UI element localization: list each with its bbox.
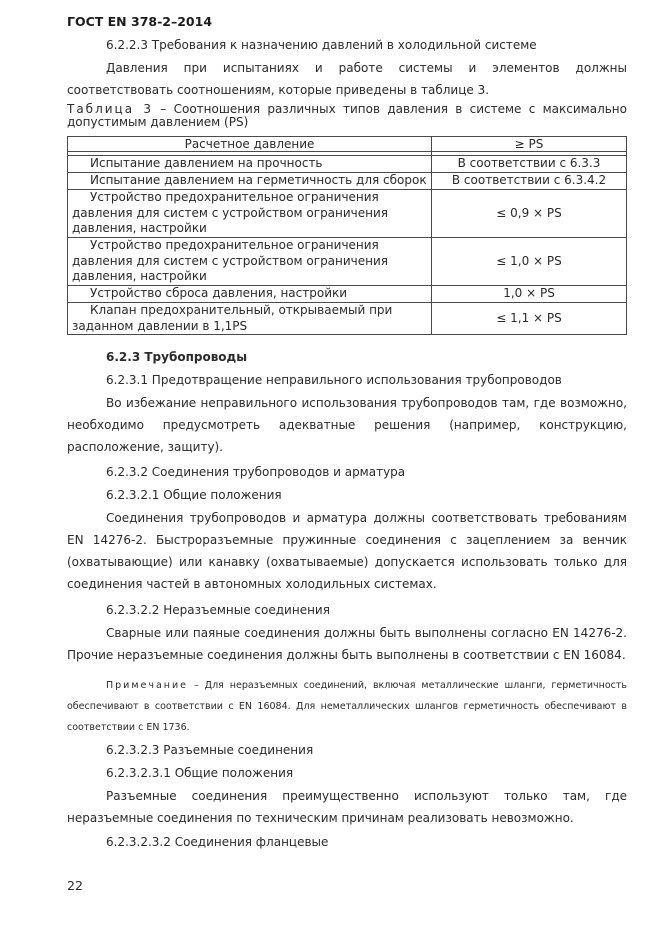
table-cell-name: Испытание давлением на прочность (68, 156, 432, 173)
table-cell-value: ≤ 1,1 × PS (432, 303, 627, 335)
table-row (68, 286, 627, 303)
table-cell-value: ≤ 0,9 × PS (432, 190, 627, 238)
pressure-table (67, 136, 627, 335)
section-62323-title: 6.2.3.2.3 Разъемные соединения (106, 743, 314, 757)
section-62321-text: Соединения трубопроводов и арматура должны соответствовать требованиям EN 14276-2. Быстроразъемные пружинные соединения с зацеплением за венчик (охватывающие) или канавку (охватываемые) допускается использовать только для соединения частей в автономных холодильных системах. (67, 511, 627, 591)
note (67, 675, 627, 738)
section-6231-text: Во избежание неправильного использования трубопроводов там, где возможно, необходимо предусмотреть адекватные решения (например, конструкцию, расположение, защиту). (67, 396, 627, 454)
section-6223-title: 6.2.2.3 Требования к назначению давлений в холодильной системе (106, 38, 537, 52)
table-cell-name: Устройство предохранительное ограничения давления для систем с устройством ограничения давления, настройки (68, 238, 432, 286)
section-62322-text: Сварные или паяные соединения должны быть выполнены согласно EN 14276-2. Прочие неразъемные соединения должны быть выполнены в соответствии с EN 16084. (67, 626, 627, 662)
note-text: – Для неразъемных соединений, включая металлические шланги, герметичность обеспечивают в соответствии с EN 16084. Для неметаллических шлангов герметичность обеспечивают в соответствии с EN 1736. (67, 680, 627, 733)
table-row (68, 190, 627, 238)
section-623231-title: 6.2.3.2.3.1 Общие положения (106, 766, 294, 780)
table-cell-name: Устройство сброса давления, настройки (68, 286, 432, 303)
page-number: 22 (67, 878, 83, 893)
document-header: ГОСТ EN 378-2–2014 (67, 14, 213, 29)
table-cell-value: В соответствии с 6.3.3 (432, 156, 627, 173)
table-caption-lead: Таблица 3 (67, 102, 154, 116)
section-623-title: 6.2.3 Трубопроводы (106, 350, 248, 364)
table-cell-value: ≤ 1,0 × PS (432, 238, 627, 286)
section-6231-title: 6.2.3.1 Предотвращение неправильного использования трубопроводов (106, 373, 562, 387)
table-cell-value: В соответствии с 6.3.4.2 (432, 173, 627, 190)
table-cell-name: Клапан предохранительный, открываемый при заданном давлении в 1,1PS (68, 303, 432, 335)
section-62321-title: 6.2.3.2.1 Общие положения (106, 488, 282, 502)
section-6232-title: 6.2.3.2 Соединения трубопроводов и арматура (106, 465, 406, 479)
section-62322-title: 6.2.3.2.2 Неразъемные соединения (106, 603, 330, 617)
table-row (68, 238, 627, 286)
table-cell-name: Устройство предохранительное ограничения давления для систем с устройством ограничения давления, настройки (68, 190, 432, 238)
section-6223-text: Давления при испытаниях и работе системы и элементов должны соответствовать соотношениям, которые приведены в таблице 3. (67, 61, 627, 97)
table-cell-value: 1,0 × PS (432, 286, 627, 303)
note-label: Примечание (106, 680, 189, 691)
table-row (68, 303, 627, 335)
table-row (68, 156, 627, 173)
table-header-row (68, 137, 627, 152)
table-col1-header: Расчетное давление (68, 137, 432, 152)
table-cell-name: Испытание давлением на герметичность для сборок (68, 173, 432, 190)
table-caption (67, 103, 627, 129)
table-caption-text: – Соотношения различных типов давления в системе с максимально допустимым давлением (PS) (67, 102, 627, 129)
section-623231-text: Разъемные соединения преимущественно используют только там, где неразъемные соединения по техническим причинам реализовать невозможно. (67, 789, 627, 825)
section-623232-title: 6.2.3.2.3.2 Соединения фланцевые (106, 835, 329, 849)
table-col2-header: ≥ PS (432, 137, 627, 152)
table-row (68, 173, 627, 190)
